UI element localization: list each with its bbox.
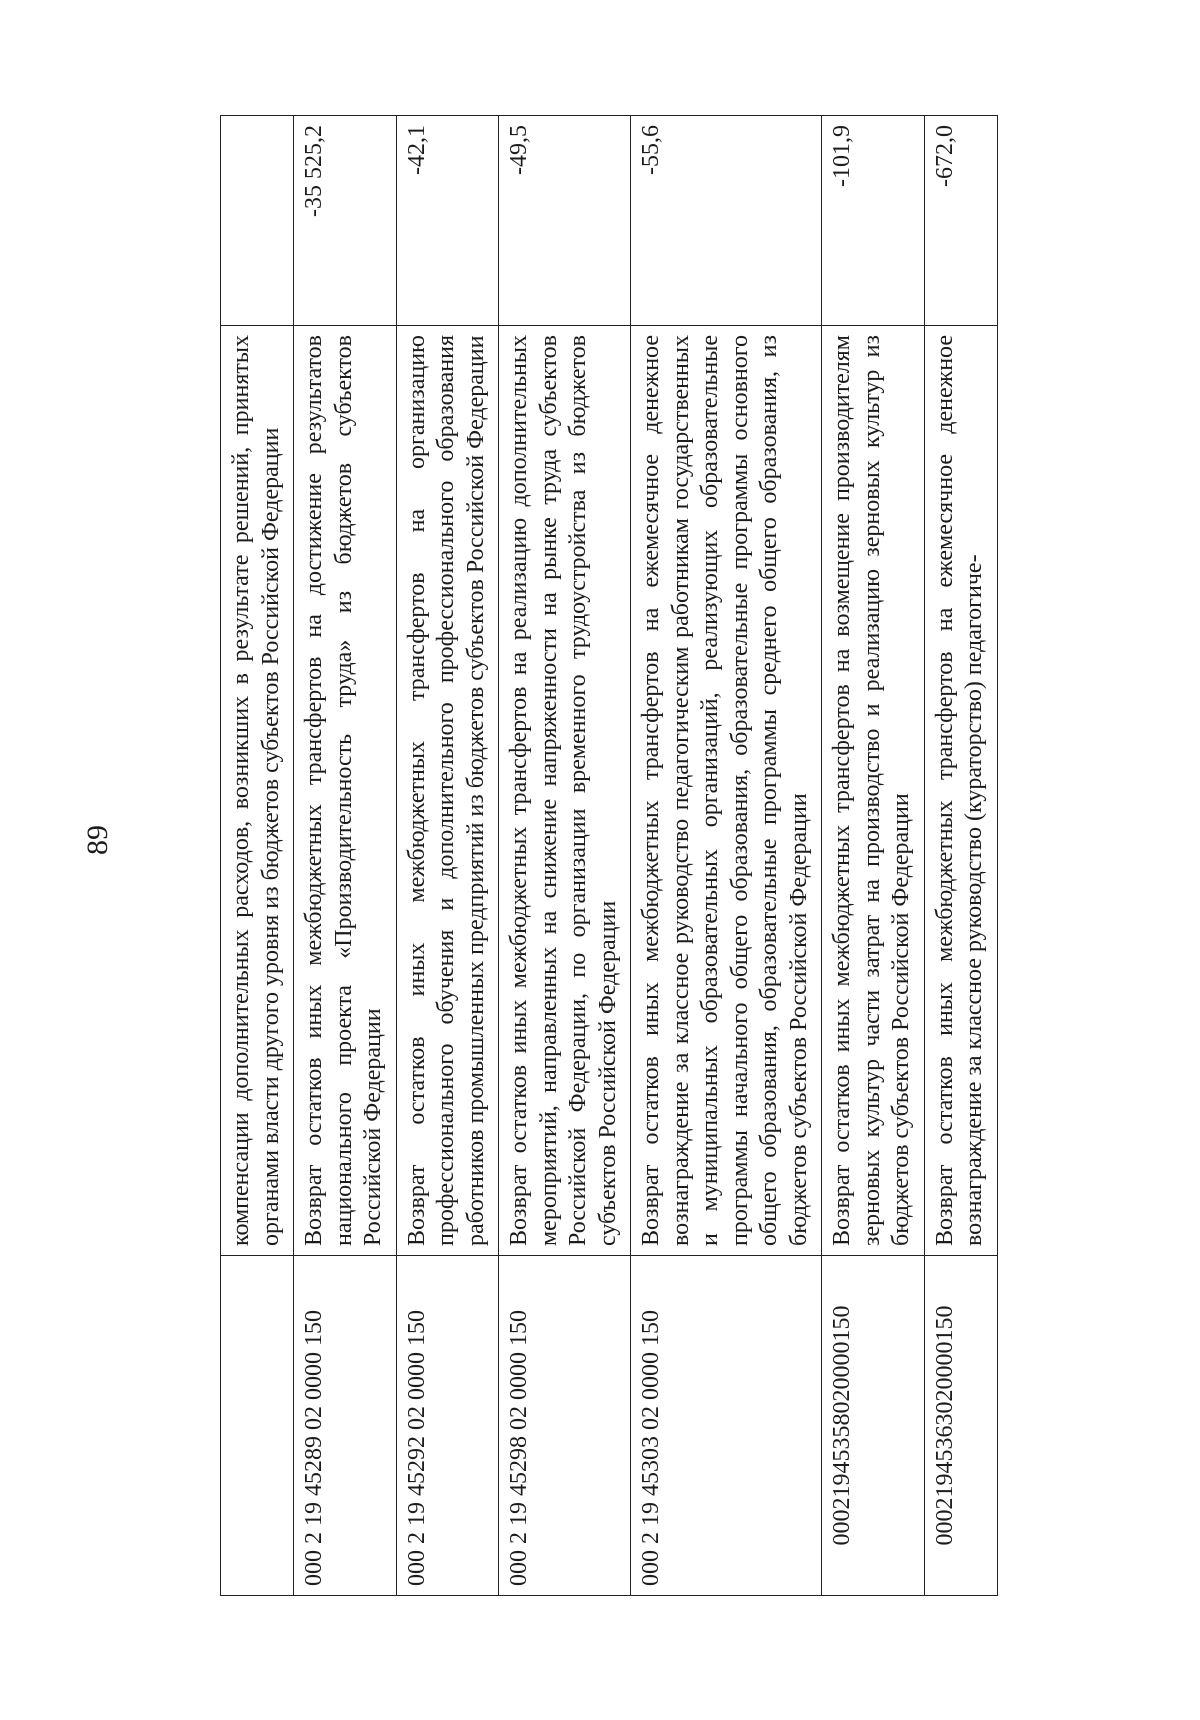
row-amount: -55,6	[631, 116, 822, 326]
rotated-table-wrapper	[200, 120, 1160, 1720]
row-description: Возврат остатков иных межбюджетных трансфертов на ежемесячное денежное вознаграждение за классное руководство педагогическим работникам государственных и муниципальных образовательных организаций, реализующих образовательные программы начального общего образования, образовательные программы основного общего образования, образовательные программы среднего общего образования, из бюджетов субъектов Российской Федерации	[631, 326, 822, 1256]
row-amount: -101,9	[822, 116, 925, 326]
row-amount: -42,1	[396, 116, 499, 326]
table-row	[499, 116, 631, 1596]
row-code: 00021945363020000150	[924, 1256, 997, 1596]
row-code: 000 2 19 45298 02 0000 150	[499, 1256, 631, 1596]
row-description: Возврат остатков иных межбюджетных трансфертов на организацию профессионального обучения и дополнительного профессионального образования работников промышленных предприятий из бюджетов субъектов Российской Федерации	[396, 326, 499, 1256]
page-number: 89	[81, 825, 114, 855]
budget-table	[220, 115, 998, 1596]
row-description: Возврат остатков иных межбюджетных трансфертов на ежемесячное денежное вознаграждение за классное руководство (кураторство) педагогиче-	[924, 326, 997, 1256]
row-description: Возврат остатков иных межбюджетных трансфертов на реализацию дополнительных мероприятий, направленных на снижение напряженности на рынке труда субъектов Российской Федерации, по организации временного трудоустройства из бюджетов субъектов Российской Федерации	[499, 326, 631, 1256]
row-code: 000 2 19 45303 02 0000 150	[631, 1256, 822, 1596]
row-amount	[221, 116, 294, 326]
row-description: компенсации дополнительных расходов, возникших в результате решений, принятых органами власти другого уровня из бюджетов субъектов Российской Федерации	[221, 326, 294, 1256]
row-amount: -35 525,2	[294, 116, 397, 326]
row-code: 000 2 19 45292 02 0000 150	[396, 1256, 499, 1596]
row-description: Возврат остатков иных межбюджетных трансфертов на достижение результатов национального проекта «Производительность труда» из бюджетов субъектов Российской Федерации	[294, 326, 397, 1256]
row-description: Возврат остатков иных межбюджетных трансфертов на возмещение производителям зерновых культур части затрат на производство и реализацию зерновых культур из бюджетов субъектов Российской Федерации	[822, 326, 925, 1256]
table-row	[294, 116, 397, 1596]
row-amount: -49,5	[499, 116, 631, 326]
row-code: 00021945358020000150	[822, 1256, 925, 1596]
row-amount: -672,0	[924, 116, 997, 326]
row-code	[221, 1256, 294, 1596]
table-row	[631, 116, 822, 1596]
table-row	[396, 116, 499, 1596]
table-row	[221, 116, 294, 1596]
row-code: 000 2 19 45289 02 0000 150	[294, 1256, 397, 1596]
table-row	[822, 116, 925, 1596]
table-row	[924, 116, 997, 1596]
